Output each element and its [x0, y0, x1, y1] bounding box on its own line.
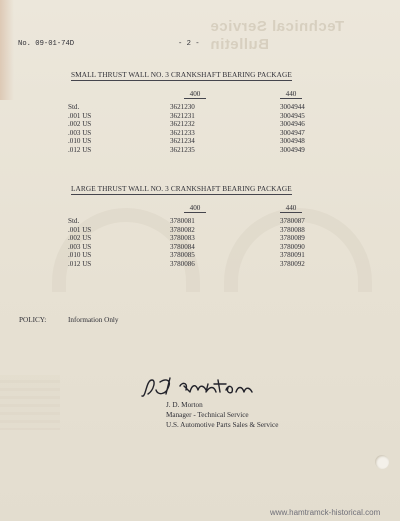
part-400-cell: 3780081	[170, 217, 195, 225]
table-row	[68, 217, 368, 226]
large-package-table	[68, 217, 368, 269]
large-package-title	[71, 184, 292, 193]
part-400-cell: 3621234	[170, 137, 195, 146]
size-cell: .001 US	[68, 111, 92, 120]
table-row	[68, 103, 368, 112]
part-440-cell: 3780091	[280, 251, 305, 260]
part-400-cell: 3780085	[170, 251, 195, 260]
part-400-cell: 3780086	[170, 259, 195, 268]
col-header-400	[178, 90, 212, 98]
part-440-cell: 3004944	[280, 103, 305, 111]
bleed-through-title: Technical Service Bulletin	[210, 18, 345, 53]
table-row	[68, 251, 368, 260]
part-440-cell: 3004946	[280, 120, 305, 129]
website-watermark: www.hamtramck-historical.com	[270, 508, 381, 517]
part-400-cell: 3621233	[170, 128, 195, 137]
signer-title: Manager - Technical Service	[166, 411, 249, 419]
part-440-cell: 3780092	[280, 259, 305, 268]
size-cell: Std.	[68, 217, 80, 225]
bleed-through-corner	[0, 0, 14, 100]
col-underline	[184, 212, 206, 213]
size-cell: .002 US	[68, 234, 92, 243]
page-number: - 2 -	[178, 40, 200, 48]
col-header-400-text: 400	[189, 204, 201, 212]
table-row	[68, 129, 368, 138]
part-400-cell: 3621230	[170, 103, 195, 111]
table-row	[68, 260, 368, 269]
part-440-cell: 3004949	[280, 145, 305, 154]
size-cell: Std.	[68, 103, 80, 111]
part-400-cell: 3621231	[170, 111, 195, 120]
part-400-cell: 3621232	[170, 120, 195, 129]
table-row	[68, 226, 368, 235]
policy-text: Information Only	[68, 316, 119, 324]
part-440-cell: 3780088	[280, 225, 305, 234]
small-package-title	[71, 70, 292, 79]
signer-name: J. D. Morton	[166, 401, 203, 409]
punch-hole	[375, 455, 389, 469]
size-cell: .012 US	[68, 259, 92, 268]
bleed-through-box	[0, 375, 60, 430]
size-cell: .003 US	[68, 242, 92, 251]
part-440-cell: 3780090	[280, 242, 305, 251]
col-header-440-text: 440	[285, 90, 297, 98]
col-header-400-text: 400	[189, 90, 201, 98]
part-440-cell: 3780087	[280, 217, 305, 225]
col-header-440	[274, 90, 308, 98]
small-package-table	[68, 103, 368, 155]
part-400-cell: 3621235	[170, 145, 195, 154]
signer-organization: U.S. Automotive Parts Sales & Service	[166, 421, 279, 429]
col-underline	[280, 212, 302, 213]
size-cell: .002 US	[68, 120, 92, 129]
table-row	[68, 137, 368, 146]
col-header-400	[178, 204, 212, 212]
part-440-cell: 3780089	[280, 234, 305, 243]
size-cell: .003 US	[68, 128, 92, 137]
title-underline	[71, 194, 292, 195]
col-underline	[280, 98, 302, 99]
table-row	[68, 112, 368, 121]
col-underline	[184, 98, 206, 99]
size-cell: .010 US	[68, 137, 92, 146]
signature-block	[166, 400, 278, 430]
handwritten-signature	[140, 372, 260, 402]
large-package-title-text: LARGE THRUST WALL NO. 3 CRANKSHAFT BEARING PACKAGE	[71, 184, 292, 193]
policy-label: POLICY:	[19, 316, 47, 324]
table-row	[68, 243, 368, 252]
size-cell: .010 US	[68, 251, 92, 260]
col-header-440-text: 440	[285, 204, 297, 212]
part-400-cell: 3780083	[170, 234, 195, 243]
part-400-cell: 3780084	[170, 242, 195, 251]
title-underline	[71, 80, 292, 81]
part-440-cell: 3004947	[280, 128, 305, 137]
part-440-cell: 3004948	[280, 137, 305, 146]
table-row	[68, 234, 368, 243]
small-package-title-text: SMALL THRUST WALL NO. 3 CRANKSHAFT BEARING PACKAGE	[71, 70, 292, 79]
part-400-cell: 3780082	[170, 225, 195, 234]
col-header-440	[274, 204, 308, 212]
table-row	[68, 120, 368, 129]
size-cell: .012 US	[68, 145, 92, 154]
bulletin-number: No. 09-01-74D	[18, 40, 75, 48]
part-440-cell: 3004945	[280, 111, 305, 120]
size-cell: .001 US	[68, 225, 92, 234]
table-row	[68, 146, 368, 155]
